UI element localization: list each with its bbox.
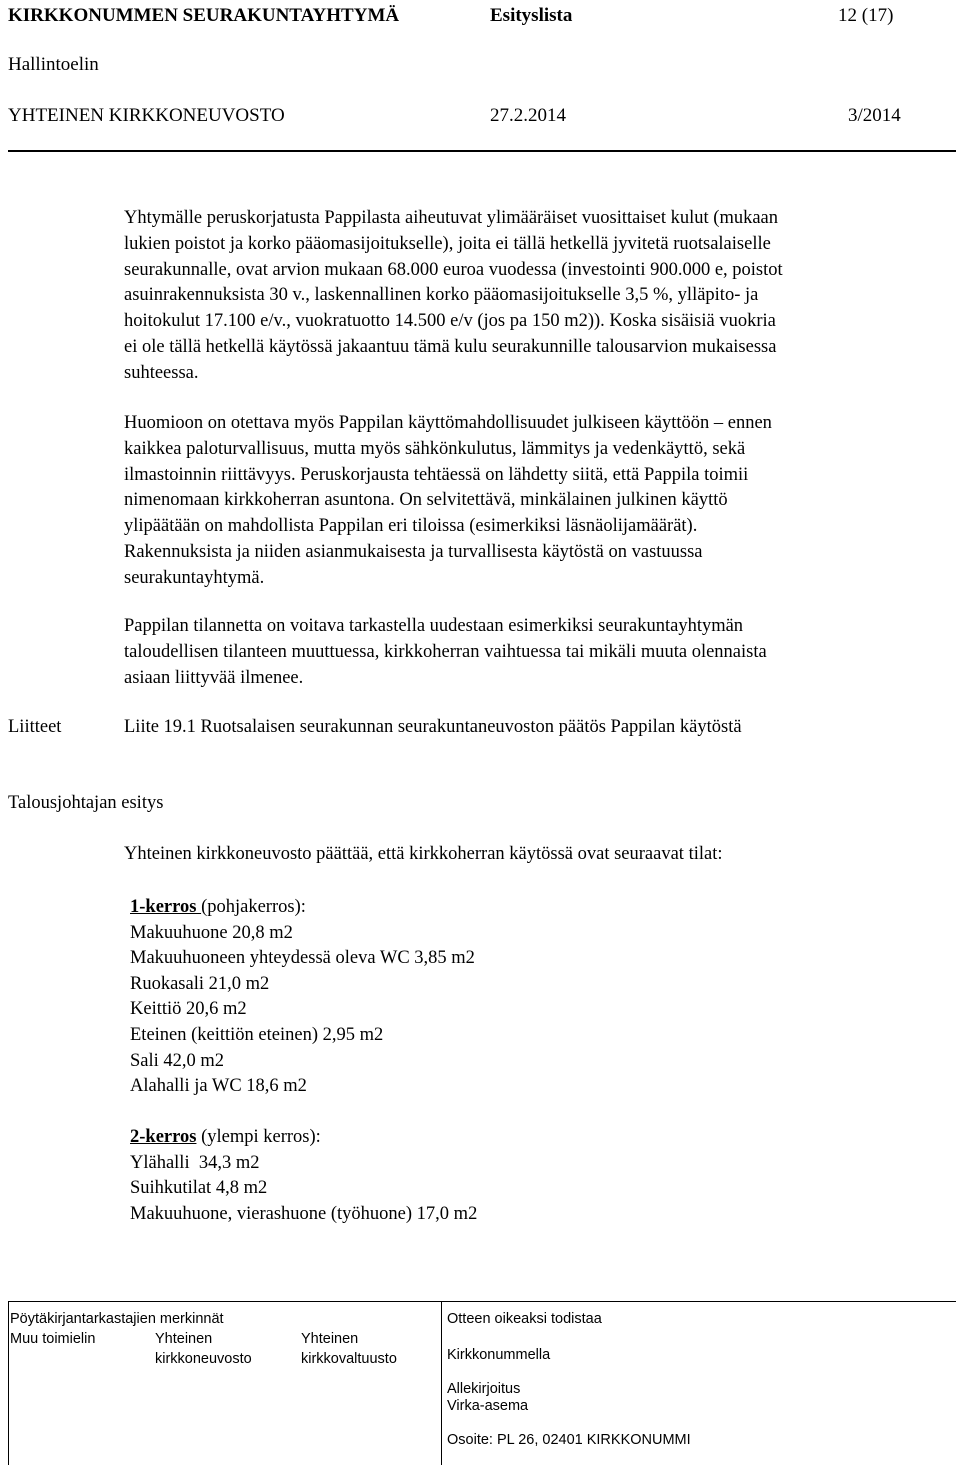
paragraph-line: suhteessa. <box>124 362 199 383</box>
floor1-title: 1-kerros <box>130 897 202 917</box>
place-text: Kirkkonummella <box>447 1347 551 1363</box>
room-item: Makuuhuoneen yhteydessä oleva WC 3,85 m2 <box>130 948 475 969</box>
meeting-body: YHTEINEN KIRKKONEUVOSTO <box>8 105 285 126</box>
paragraph-line: hoitokulut 17.100 e/v., vuokratuotto 14.500 e/v (jos pa 150 m2)). Koska sisäisiä vuokria <box>124 311 776 332</box>
floor1-section <box>130 895 475 1100</box>
paragraph-review <box>124 614 924 691</box>
room-item: Keittiö 20,6 m2 <box>130 999 247 1020</box>
paragraph-line: kaikkea paloturvallisuus, mutta myös sähkönkulutus, lämmitys ja vedenkäyttö, sekä <box>124 438 746 459</box>
document-type: Esityslista <box>490 5 573 26</box>
floor2-heading <box>130 1125 477 1151</box>
administrative-body-label: Hallintoelin <box>8 54 99 75</box>
address-text: Osoite: PL 26, 02401 KIRKKONUMMI <box>447 1432 691 1448</box>
reviewers-label: Pöytäkirjantarkastajien merkinnät <box>10 1311 224 1327</box>
signature-label: Allekirjoitus <box>447 1381 521 1397</box>
footer-col-line: Yhteinen <box>155 1331 213 1347</box>
paragraph-line: lukien poistot ja korko pääomasijoitukselle), joita ei tällä hetkellä jyvitetä ruotsalaiselle <box>124 233 771 254</box>
room-item: Alahalli ja WC 18,6 m2 <box>130 1076 307 1097</box>
meeting-date: 27.2.2014 <box>490 105 566 126</box>
room-item: Sali 42,0 m2 <box>130 1050 225 1071</box>
paragraph-line: asuinrakennuksista 30 v., laskennallinen korko pääomasijoitukselle 3,5 %, ylläpito- ja <box>124 285 759 306</box>
proposal-label: Talousjohtajan esitys <box>8 793 164 813</box>
paragraph-line: asiaan liittyvää ilmenee. <box>124 667 304 688</box>
paragraph-line: seurakuntayhtymä. <box>124 567 265 588</box>
room-item: Ylähalli 34,3 m2 <box>130 1152 260 1173</box>
attachment-item: Liite 19.1 Ruotsalaisen seurakunnan seurakuntaneuvoston päätös Pappilan käytöstä <box>124 717 742 737</box>
footer-border-left <box>8 1302 9 1465</box>
footer-col-church-assembly <box>301 1331 397 1368</box>
paragraph-line: ilmastoinnin riittävyys. Peruskorjausta tehtäessä on lähdetty siitä, että Pappila toimii <box>124 464 749 485</box>
header-divider <box>8 150 956 152</box>
floor2-title: 2-kerros <box>130 1127 197 1147</box>
footer-col-line: Yhteinen <box>301 1331 359 1347</box>
paragraph-line: Huomioon on otettava myös Pappilan käyttömahdollisuudet julkiseen käyttöön – ennen <box>124 413 772 433</box>
footer-divider <box>8 1301 956 1302</box>
room-item: Ruokasali 21,0 m2 <box>130 973 270 994</box>
paragraph-line: Rakennuksista ja niiden asianmukaisesta ja turvallisesta käytöstä on vastuussa <box>124 541 703 562</box>
paragraph-line: nimenomaan kirkkoherran asuntona. On selvitettävä, minkälainen julkinen käyttö <box>124 490 728 511</box>
paragraph-line: ei ole tällä hetkellä käytössä jakaantuu tämä kulu seurakunnille talousarvion mukaisessa <box>124 336 777 357</box>
floor2-section <box>130 1125 477 1227</box>
footer-border-middle <box>441 1302 442 1465</box>
footer-col-line: kirkkovaltuusto <box>301 1351 397 1367</box>
paragraph-line: taloudellisen tilanteen muuttuessa, kirkkoherran vaihtuessa tai mikäli muuta olennaista <box>124 641 767 662</box>
meeting-number: 3/2014 <box>848 105 901 126</box>
certified-copy-label: Otteen oikeaksi todistaa <box>447 1311 602 1327</box>
room-item: Suihkutilat 4,8 m2 <box>130 1178 268 1199</box>
paragraph-line: Pappilan tilannetta on voitava tarkastella uudestaan esimerkiksi seurakuntayhtymän <box>124 616 744 636</box>
proposal-intro: Yhteinen kirkkoneuvosto päättää, että kirkkoherran käytössä ovat seuraavat tilat: <box>124 844 723 864</box>
room-item: Makuuhuone 20,8 m2 <box>130 922 293 943</box>
footer-col-line: kirkkoneuvosto <box>155 1351 252 1367</box>
footer-col-church-council <box>155 1331 252 1368</box>
footer-col-other-body: Muu toimielin <box>10 1331 96 1347</box>
attachments-label: Liitteet <box>8 717 62 737</box>
room-item: Makuuhuone, vierashuone (työhuone) 17,0 m2 <box>130 1203 478 1224</box>
paragraph-line: ylipäätään on mahdollista Pappilan eri tiloissa (esimerkiksi läsnäolijamäärät). <box>124 516 698 537</box>
paragraph-line: Yhtymälle peruskorjatusta Pappilasta aiheutuvat ylimääräiset vuosittaiset kulut (mukaan <box>124 208 779 228</box>
paragraph-public-use <box>124 411 924 592</box>
floor1-heading <box>130 895 475 921</box>
page-number: 12 (17) <box>838 5 894 26</box>
paragraph-costs <box>124 206 924 387</box>
floor1-suffix: (pohjakerros): <box>201 897 306 917</box>
paragraph-line: seurakunnalle, ovat arvion mukaan 68.000 euroa vuodessa (investointi 900.000 e, poistot <box>124 259 783 280</box>
floor2-suffix: (ylempi kerros): <box>196 1127 321 1147</box>
room-item: Eteinen (keittiön eteinen) 2,95 m2 <box>130 1024 384 1045</box>
organization-name: KIRKKONUMMEN SEURAKUNTAYHTYMÄ <box>8 5 400 26</box>
position-label: Virka-asema <box>447 1398 529 1414</box>
